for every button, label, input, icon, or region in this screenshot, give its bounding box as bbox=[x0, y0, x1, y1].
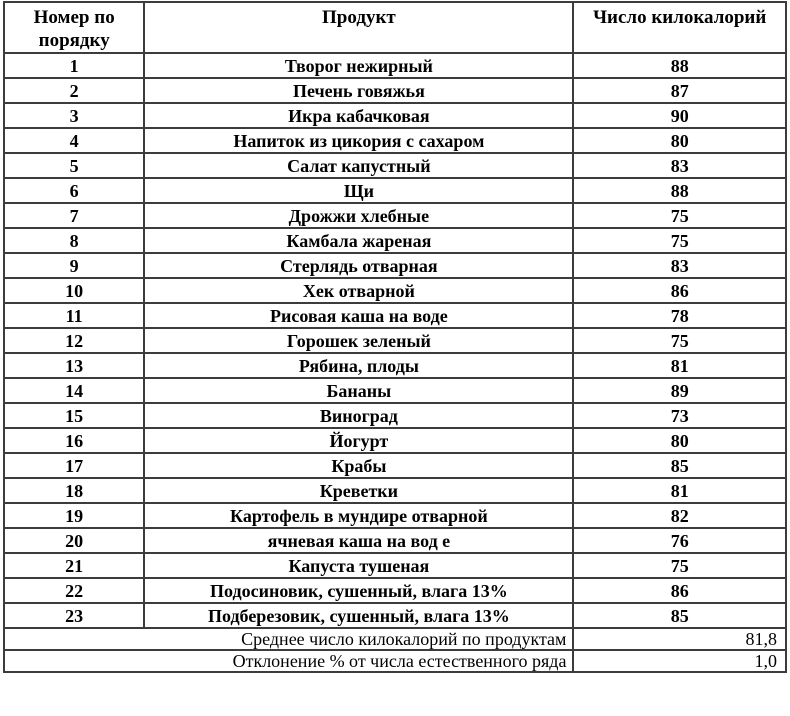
product-cell: Картофель в мундире отварной bbox=[144, 503, 573, 528]
table-row bbox=[4, 453, 786, 478]
header-row bbox=[4, 2, 786, 53]
summary-value-cell: 1,0 bbox=[573, 650, 786, 672]
column-header-kcal: Число килокалорий bbox=[573, 2, 786, 53]
product-cell: Стерлядь отварная bbox=[144, 253, 573, 278]
calories-table bbox=[3, 1, 787, 673]
product-cell: Подосиновик, сушенный, влага 13% bbox=[144, 578, 573, 603]
table-row bbox=[4, 78, 786, 103]
kcal-cell: 85 bbox=[573, 453, 786, 478]
table-row bbox=[4, 278, 786, 303]
kcal-cell: 81 bbox=[573, 478, 786, 503]
row-number-cell: 15 bbox=[4, 403, 144, 428]
kcal-cell: 83 bbox=[573, 153, 786, 178]
summary-label-cell: Среднее число килокалорий по продуктам bbox=[4, 628, 573, 650]
product-cell: Рябина, плоды bbox=[144, 353, 573, 378]
table-row bbox=[4, 128, 786, 153]
product-cell: Щи bbox=[144, 178, 573, 203]
table-row bbox=[4, 378, 786, 403]
table-row bbox=[4, 153, 786, 178]
table-body bbox=[4, 53, 786, 672]
table-row bbox=[4, 303, 786, 328]
row-number-cell: 16 bbox=[4, 428, 144, 453]
row-number-cell: 8 bbox=[4, 228, 144, 253]
product-cell: ячневая каша на вод е bbox=[144, 528, 573, 553]
row-number-cell: 13 bbox=[4, 353, 144, 378]
product-cell: Йогурт bbox=[144, 428, 573, 453]
kcal-cell: 76 bbox=[573, 528, 786, 553]
product-cell: Креветки bbox=[144, 478, 573, 503]
row-number-cell: 14 bbox=[4, 378, 144, 403]
product-cell: Рисовая каша на воде bbox=[144, 303, 573, 328]
kcal-cell: 88 bbox=[573, 53, 786, 78]
table-row bbox=[4, 178, 786, 203]
row-number-cell: 20 bbox=[4, 528, 144, 553]
kcal-cell: 90 bbox=[573, 103, 786, 128]
column-header-product: Продукт bbox=[144, 2, 573, 53]
row-number-cell: 12 bbox=[4, 328, 144, 353]
kcal-cell: 87 bbox=[573, 78, 786, 103]
product-cell: Крабы bbox=[144, 453, 573, 478]
table-row bbox=[4, 53, 786, 78]
summary-label-cell: Отклонение % от числа естественного ряда bbox=[4, 650, 573, 672]
product-cell: Горошек зеленый bbox=[144, 328, 573, 353]
table-row bbox=[4, 478, 786, 503]
kcal-cell: 75 bbox=[573, 328, 786, 353]
kcal-cell: 75 bbox=[573, 203, 786, 228]
summary-row bbox=[4, 650, 786, 672]
column-header-number: Номер по порядку bbox=[4, 2, 144, 53]
table-row bbox=[4, 403, 786, 428]
kcal-cell: 81 bbox=[573, 353, 786, 378]
product-cell: Подберезовик, сушенный, влага 13% bbox=[144, 603, 573, 628]
product-cell: Дрожжи хлебные bbox=[144, 203, 573, 228]
kcal-cell: 80 bbox=[573, 428, 786, 453]
product-cell: Бананы bbox=[144, 378, 573, 403]
table-row bbox=[4, 503, 786, 528]
row-number-cell: 18 bbox=[4, 478, 144, 503]
product-cell: Творог нежирный bbox=[144, 53, 573, 78]
table-row bbox=[4, 103, 786, 128]
table-row bbox=[4, 203, 786, 228]
summary-value-cell: 81,8 bbox=[573, 628, 786, 650]
product-cell: Виноград bbox=[144, 403, 573, 428]
table-row bbox=[4, 353, 786, 378]
kcal-cell: 75 bbox=[573, 228, 786, 253]
row-number-cell: 9 bbox=[4, 253, 144, 278]
table-row bbox=[4, 328, 786, 353]
row-number-cell: 21 bbox=[4, 553, 144, 578]
product-cell: Хек отварной bbox=[144, 278, 573, 303]
product-cell: Икра кабачковая bbox=[144, 103, 573, 128]
kcal-cell: 80 bbox=[573, 128, 786, 153]
table-row bbox=[4, 603, 786, 628]
kcal-cell: 88 bbox=[573, 178, 786, 203]
table-row bbox=[4, 228, 786, 253]
table-row bbox=[4, 528, 786, 553]
kcal-cell: 86 bbox=[573, 278, 786, 303]
row-number-cell: 22 bbox=[4, 578, 144, 603]
row-number-cell: 3 bbox=[4, 103, 144, 128]
row-number-cell: 1 bbox=[4, 53, 144, 78]
summary-row bbox=[4, 628, 786, 650]
kcal-cell: 78 bbox=[573, 303, 786, 328]
kcal-cell: 85 bbox=[573, 603, 786, 628]
row-number-cell: 11 bbox=[4, 303, 144, 328]
kcal-cell: 83 bbox=[573, 253, 786, 278]
kcal-cell: 75 bbox=[573, 553, 786, 578]
table-row bbox=[4, 253, 786, 278]
row-number-cell: 4 bbox=[4, 128, 144, 153]
table-row bbox=[4, 553, 786, 578]
product-cell: Салат капустный bbox=[144, 153, 573, 178]
row-number-cell: 5 bbox=[4, 153, 144, 178]
table-row bbox=[4, 428, 786, 453]
product-cell: Капуста тушеная bbox=[144, 553, 573, 578]
product-cell: Камбала жареная bbox=[144, 228, 573, 253]
row-number-cell: 6 bbox=[4, 178, 144, 203]
table-row bbox=[4, 578, 786, 603]
kcal-cell: 86 bbox=[573, 578, 786, 603]
kcal-cell: 82 bbox=[573, 503, 786, 528]
row-number-cell: 19 bbox=[4, 503, 144, 528]
row-number-cell: 10 bbox=[4, 278, 144, 303]
kcal-cell: 73 bbox=[573, 403, 786, 428]
row-number-cell: 7 bbox=[4, 203, 144, 228]
row-number-cell: 17 bbox=[4, 453, 144, 478]
row-number-cell: 2 bbox=[4, 78, 144, 103]
kcal-cell: 89 bbox=[573, 378, 786, 403]
row-number-cell: 23 bbox=[4, 603, 144, 628]
product-cell: Печень говяжья bbox=[144, 78, 573, 103]
product-cell: Напиток из цикория с сахаром bbox=[144, 128, 573, 153]
